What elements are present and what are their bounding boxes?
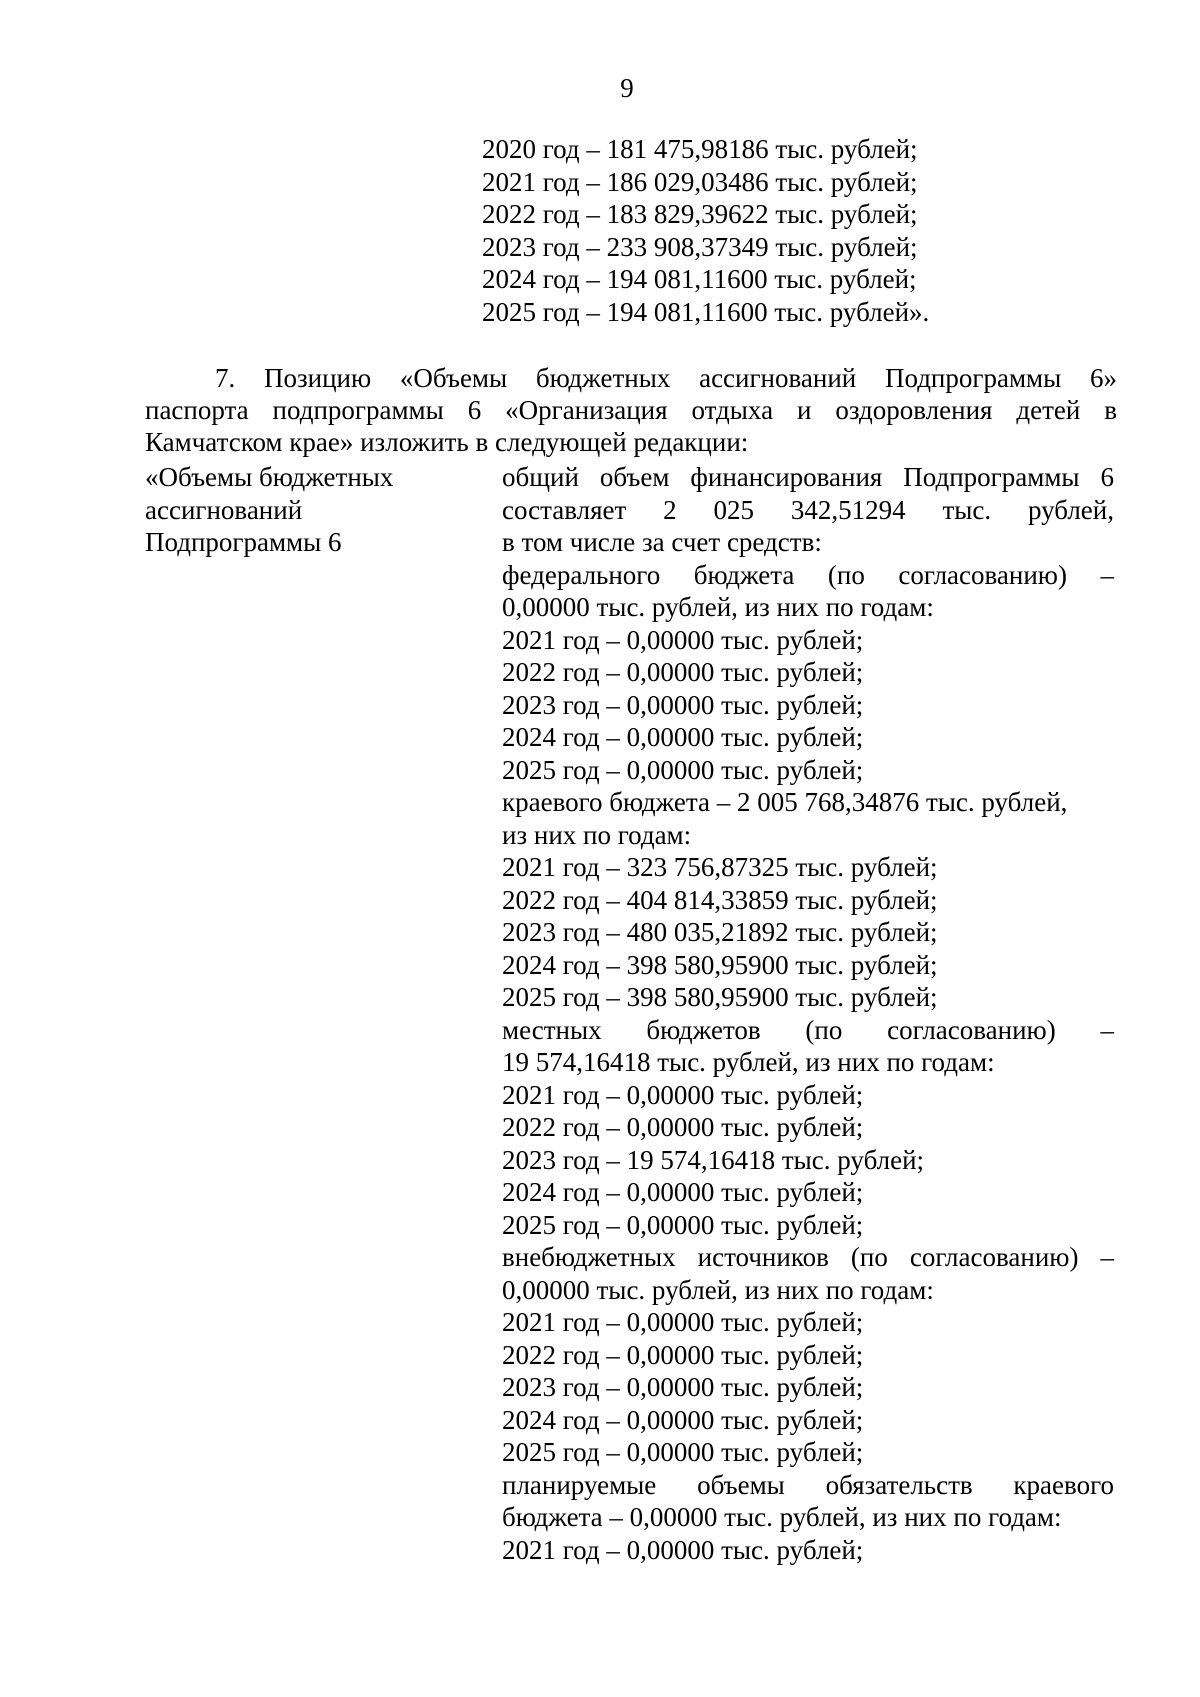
year-line: 2025 год – 194 081,11600 тыс. рублей».: [482, 296, 930, 327]
financing-line: краевого бюджета – 2 005 768,34876 тыс. рублей,: [502, 787, 1068, 817]
financing-line: 2024 год – 0,00000 тыс. рублей;: [502, 722, 864, 752]
page-number: 9: [620, 73, 634, 103]
year-line: 2024 год – 194 081,11600 тыс. рублей;: [482, 264, 917, 294]
financing-line: местных бюджетов (по согласованию) –: [502, 1014, 1114, 1045]
passport-position-label: [145, 461, 475, 559]
financing-line: 2021 год – 0,00000 тыс. рублей;: [502, 1307, 864, 1337]
financing-line: 2025 год – 0,00000 тыс. рублей;: [502, 1437, 864, 1467]
year-line: 2022 год – 183 829,39622 тыс. рублей;: [482, 199, 918, 229]
financing-line: 2021 год – 323 756,87325 тыс. рублей;: [502, 852, 938, 882]
financing-line: 2025 год – 0,00000 тыс. рублей;: [502, 754, 864, 785]
financing-line: 2023 год – 480 035,21892 тыс. рублей;: [502, 917, 938, 947]
amendment-paragraph: [145, 362, 1117, 458]
paragraph-line: Камчатском крае» изложить в следующей редакции:: [145, 427, 749, 457]
top-years-list: [482, 133, 929, 328]
financing-line: 19 574,16418 тыс. рублей, из них по годам:: [502, 1047, 995, 1077]
financing-details: [502, 461, 1114, 1566]
financing-line: 2024 год – 0,00000 тыс. рублей;: [502, 1177, 864, 1207]
financing-line: 2022 год – 0,00000 тыс. рублей;: [502, 1339, 864, 1370]
financing-line: из них по годам:: [502, 819, 692, 850]
financing-line: общий объем финансирования Подпрограммы 6: [502, 462, 1114, 492]
financing-line: 0,00000 тыс. рублей, из них по годам:: [502, 1274, 934, 1305]
financing-line: в том числе за счет средств:: [502, 527, 822, 557]
financing-line: 2021 год – 0,00000 тыс. рублей;: [502, 624, 864, 655]
financing-line: составляет 2 025 342,51294 тыс. рублей,: [502, 494, 1114, 525]
financing-line: 0,00000 тыс. рублей, из них по годам:: [502, 592, 934, 622]
financing-line: 2022 год – 0,00000 тыс. рублей;: [502, 1112, 864, 1142]
financing-line: 2023 год – 0,00000 тыс. рублей;: [502, 1372, 864, 1402]
financing-line: планируемые объемы обязательств краевого: [502, 1469, 1114, 1500]
year-line: 2023 год – 233 908,37349 тыс. рублей;: [482, 231, 918, 262]
label-line: ассигнований: [145, 494, 303, 525]
financing-line: 2021 год – 0,00000 тыс. рублей;: [502, 1534, 864, 1565]
year-line: 2020 год – 181 475,98186 тыс. рублей;: [482, 134, 918, 164]
financing-line: 2023 год – 0,00000 тыс. рублей;: [502, 689, 864, 720]
paragraph-line: 7. Позицию «Объемы бюджетных ассигнований Подпрограммы 6»: [215, 363, 1117, 393]
financing-line: 2022 год – 0,00000 тыс. рублей;: [502, 657, 864, 687]
label-line: «Объемы бюджетных: [145, 462, 394, 492]
financing-line: 2024 год – 398 580,95900 тыс. рублей;: [502, 949, 938, 980]
financing-line: федерального бюджета (по согласованию) –: [502, 559, 1114, 590]
financing-line: 2022 год – 404 814,33859 тыс. рублей;: [502, 884, 938, 915]
financing-line: 2025 год – 398 580,95900 тыс. рублей;: [502, 982, 938, 1012]
year-line: 2021 год – 186 029,03486 тыс. рублей;: [482, 166, 918, 197]
financing-line: 2021 год – 0,00000 тыс. рублей;: [502, 1079, 864, 1110]
paragraph-line: паспорта подпрограммы 6 «Организация отдыха и оздоровления детей в: [145, 395, 1117, 425]
financing-line: 2025 год – 0,00000 тыс. рублей;: [502, 1209, 864, 1240]
financing-line: бюджета – 0,00000 тыс. рублей, из них по годам:: [502, 1502, 1062, 1532]
financing-line: 2024 год – 0,00000 тыс. рублей;: [502, 1404, 864, 1435]
financing-line: 2023 год – 19 574,16418 тыс. рублей;: [502, 1144, 925, 1175]
financing-line: внебюджетных источников (по согласованию) –: [502, 1242, 1114, 1272]
label-line: Подпрограммы 6: [145, 527, 342, 557]
